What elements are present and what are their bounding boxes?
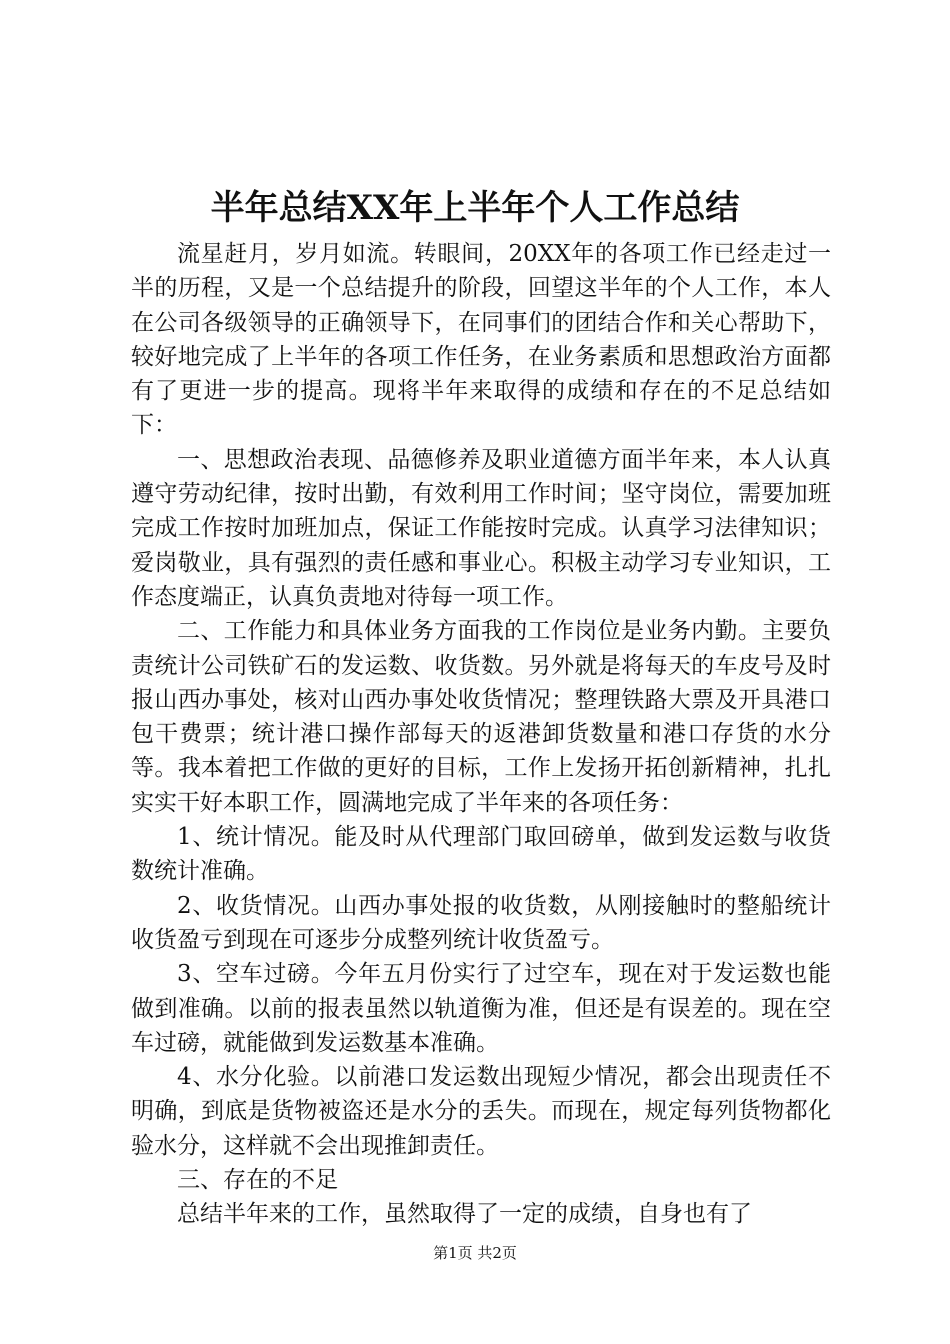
paragraph-item-2: 2、收货情况。山西办事处报的收货数，从刚接触时的整船统计收货盈亏到现在可逐步分成整列统计收货盈亏。 <box>131 892 831 953</box>
paragraph-section-2: 二、工作能力和具体业务方面我的工作岗位是业务内勤。主要负责统计公司铁矿石的发运数、收货数。另外就是将每天的车皮号及时报山西办事处，核对山西办事处收货情况；整理铁路大票及开具港口包干费票；统计港口操作部每天的返港卸货数量和港口存货的水分等。我本着把工作做的更好的目标，工作上发扬开拓创新精神，扎扎实实干好本职工作，圆满地完成了半年来的各项任务： <box>131 618 831 816</box>
paragraph-intro: 流星赶月，岁月如流。转眼间，20XX年的各项工作已经走过一半的历程，又是一个总结提升的阶段，回望这半年的个人工作，本人在公司各级领导的正确领导下，在同事们的团结合作和关心帮助下，较好地完成了上半年的各项工作任务，在业务素质和思想政治方面都有了更进一步的提高。现将半年来取得的成绩和存在的不足总结如下： <box>131 241 831 439</box>
page-footer: 第1页 共2页 <box>433 1244 517 1262</box>
paragraph-section-1: 一、思想政治表现、品德修养及职业道德方面半年来，本人认真遵守劳动纪律，按时出勤，有效利用工作时间；坚守岗位，需要加班完成工作按时加班加点，保证工作能按时完成。认真学习法律知识；爱岗敬业，具有强烈的责任感和事业心。积极主动学习专业知识，工作态度端正，认真负责地对待每一项工作。 <box>131 446 831 610</box>
paragraph-item-4: 4、水分化验。以前港口发运数出现短少情况，都会出现责任不明确，到底是货物被盗还是水分的丢失。而现在，规定每列货物都化验水分，这样就不会出现推卸责任。 <box>131 1064 831 1159</box>
document-title: 半年总结XX年上半年个人工作总结 <box>210 188 740 228</box>
paragraph-item-3: 3、空车过磅。今年五月份实行了过空车，现在对于发运数也能做到准确。以前的报表虽然以轨道衡为准，但还是有误差的。现在空车过磅，就能做到发运数基本准确。 <box>131 961 831 1056</box>
paragraph-section-3-heading: 三、存在的不足 <box>177 1167 338 1194</box>
paragraph-summary: 总结半年来的工作，虽然取得了一定的成绩，自身也有了 <box>177 1201 752 1228</box>
document-body <box>131 237 831 1232</box>
paragraph-item-1: 1、统计情况。能及时从代理部门取回磅单，做到发运数与收货数统计准确。 <box>131 824 831 885</box>
